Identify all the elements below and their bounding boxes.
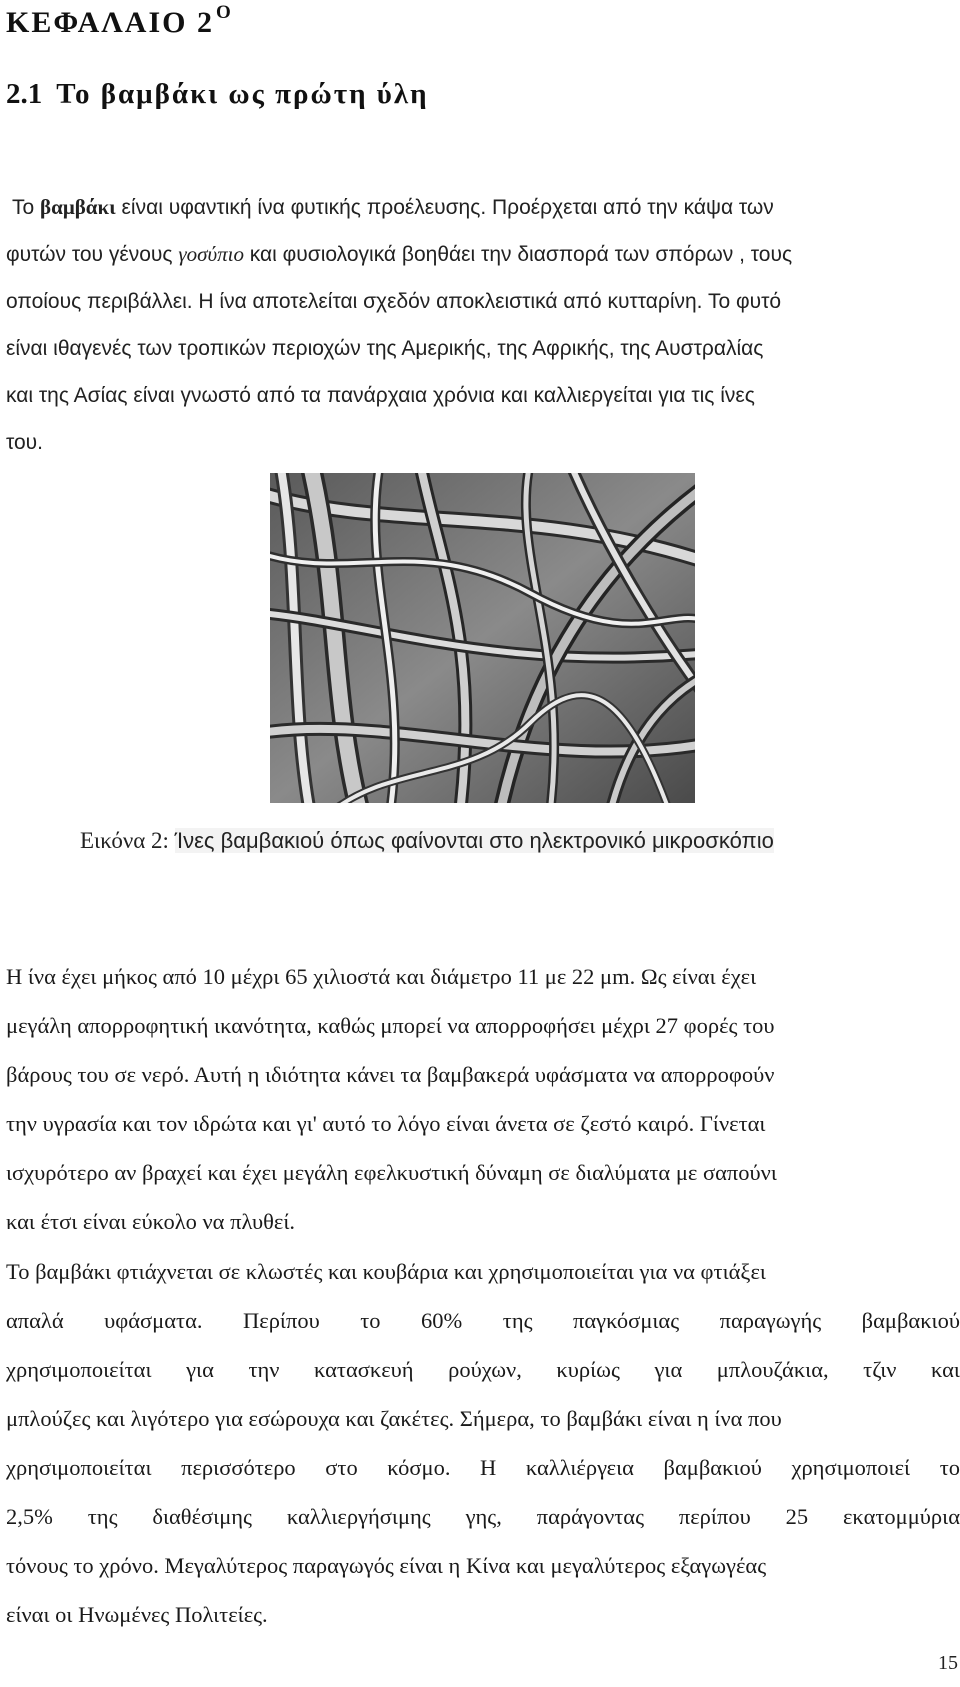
paragraph-line: την υγρασία και τον ιδρώτα και γι' αυτό το λόγο είναι άνετα σε ζεστό καιρό. Γίνεται [6, 1111, 766, 1136]
paragraph-line: 2,5% της διαθέσιμης καλλιεργήσιμης γης, παράγοντας περίπου 25 εκατομμύρια [6, 1504, 960, 1529]
paragraph-line: χρησιμοποιείται περισσότερο στο κόσμο. Η καλλιέργεια βαμβακιού χρησιμοποιεί το [6, 1455, 960, 1480]
paragraph-line: είναι οι Ηνωμένες Πολιτείες. [6, 1602, 268, 1627]
page-number: 15 [938, 1652, 958, 1674]
chapter-title: ΚΕΦΑΛΑΙΟ 2 [6, 6, 214, 39]
intro-paragraph [6, 184, 960, 466]
emphasis-genus: γοσύπιο [178, 242, 244, 266]
paragraph-line: Η ίνα έχει μήκος από 10 μέχρι 65 χιλιοστά και διάμετρο 11 με 22 μm. Ως είναι έχει [6, 964, 757, 989]
paragraph-line: απαλά υφάσματα. Περίπου το 60% της παγκόσμιας παραγωγής βαμβακιού [6, 1308, 960, 1333]
chapter-superscript: Ο [215, 2, 233, 23]
micrograph-image [270, 473, 695, 803]
line-text: είναι υφαντική ίνα φυτικής προέλευσης. Προέρχεται από την κάψα των [115, 196, 774, 219]
emphasis-cotton: βαμβάκι [40, 195, 116, 219]
chapter-heading [6, 2, 233, 40]
fiber-properties-paragraph [6, 952, 960, 1246]
paragraph-line: και έτσι είναι εύκολο να πλυθεί. [6, 1209, 296, 1234]
cotton-fibers-micrograph [270, 473, 695, 803]
paragraph-line: μπλούζες και λιγότερο για εσώρουχα και ζακέτες. Σήμερα, το βαμβάκι είναι η ίνα που [6, 1406, 782, 1431]
paragraph-line [6, 196, 774, 219]
paragraph-line: μεγάλη απορροφητική ικανότητα, καθώς μπορεί να απορροφήσει μέχρι 27 φορές του [6, 1013, 775, 1038]
paragraph-line: τόνους το χρόνο. Μεγαλύτερος παραγωγός είναι η Κίνα και μεγαλύτερος εξαγωγέας [6, 1553, 767, 1578]
caption-text: Ίνες βαμβακιού όπως φαίνονται στο ηλεκτρονικό μικροσκόπιο [174, 828, 774, 853]
line-text: φυτών του γένους [6, 243, 179, 266]
paragraph-line: βάρους του σε νερό. Αυτή η ιδιότητα κάνει τα βαμβακερά υφάσματα να απορροφούν [6, 1062, 775, 1087]
paragraph-line: είναι ιθαγενές των τροπικών περιοχών της Αμερικής, της Αφρικής, της Αυστραλίας [6, 337, 764, 360]
paragraph-line: Το βαμβάκι φτιάχνεται σε κλωστές και κουβάρια και χρησιμοποιείται για να φτιάξει [6, 1259, 766, 1284]
paragraph-line: ισχυρότερο αν βραχεί και έχει μεγάλη εφελκυστική δύναμη σε διαλύματα με σαπούνι [6, 1160, 777, 1185]
section-title: Το βαμβάκι ως πρώτη ύλη [56, 78, 429, 110]
caption-label: Εικόνα 2: [80, 828, 175, 853]
line-text: Το [12, 196, 41, 219]
section-number: 2.1 [6, 78, 43, 110]
paragraph-line: και της Ασίας είναι γνωστό από τα πανάρχαια χρόνια και καλλιεργείται για τις ίνες [6, 384, 755, 407]
paragraph-line: χρησιμοποιείται για την κατασκευή ρούχων, κυρίως για μπλουζάκια, τζιν και [6, 1357, 960, 1382]
paragraph-line [6, 243, 792, 266]
paragraph-line: οποίους περιβάλλει. Η ίνα αποτελείται σχεδόν αποκλειστικά από κυτταρίνη. Το φυτό [6, 290, 782, 313]
line-text: και φυσιολογικά βοηθάει την διασπορά των σπόρων , τους [243, 243, 793, 266]
paragraph-line: του. [6, 431, 43, 454]
cotton-usage-paragraph [6, 1247, 960, 1639]
figure-caption [80, 828, 774, 854]
section-heading [6, 78, 429, 111]
